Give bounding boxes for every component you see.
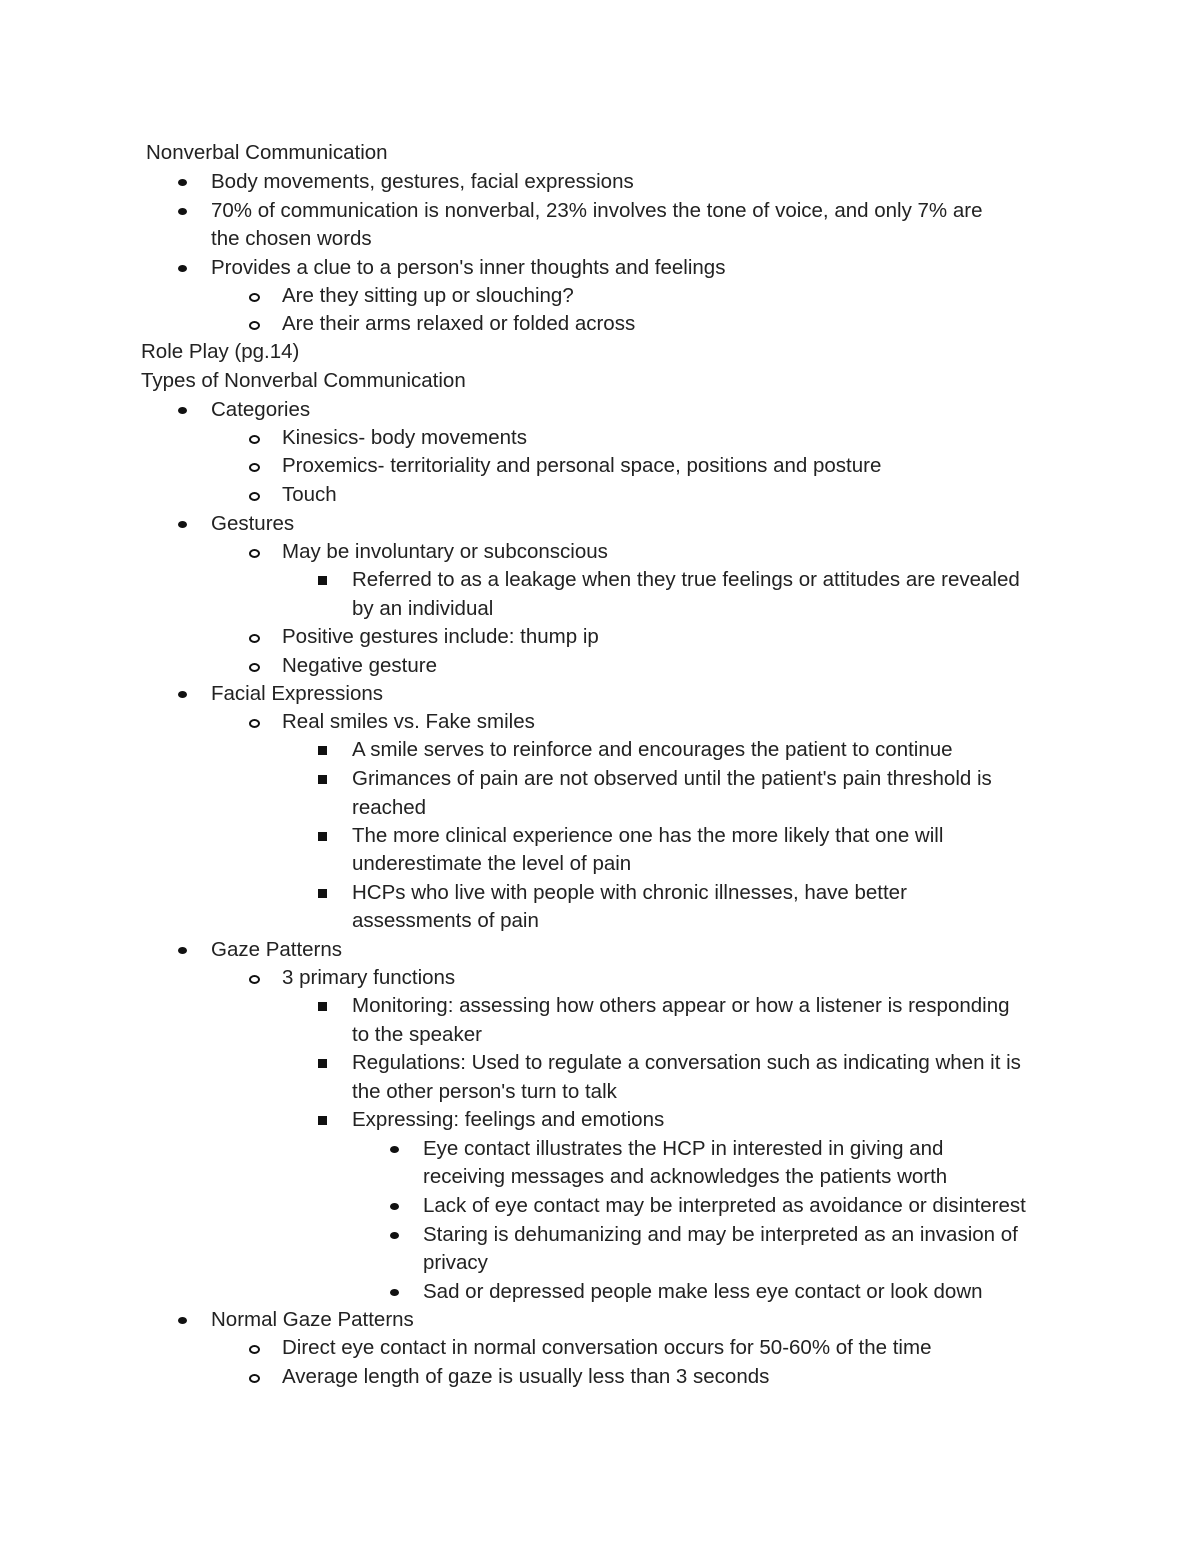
list-item: Average length of gaze is usually less than 3 seconds — [282, 1365, 770, 1388]
list-item: Negative gesture — [282, 654, 437, 677]
section-heading-types: Types of Nonverbal Communication — [141, 369, 466, 392]
circle-bullet-icon — [249, 719, 260, 728]
disc-bullet-icon — [178, 407, 187, 414]
list-item: Regulations: Used to regulate a conversation such as indicating when it is — [352, 1051, 1021, 1074]
section-heading-nonverbal-communication: Nonverbal Communication — [146, 141, 388, 164]
square-bullet-icon — [318, 576, 327, 585]
circle-bullet-icon — [249, 549, 260, 558]
circle-bullet-icon — [249, 975, 260, 984]
list-item: Real smiles vs. Fake smiles — [282, 710, 535, 733]
circle-bullet-icon — [249, 1374, 260, 1383]
list-item: A smile serves to reinforce and encourages the patient to continue — [352, 738, 953, 761]
list-item: Proxemics- territoriality and personal space, positions and posture — [282, 454, 882, 477]
list-item-continuation: underestimate the level of pain — [352, 852, 632, 875]
list-item: Gestures — [211, 512, 295, 535]
list-item: Are their arms relaxed or folded across — [282, 312, 636, 335]
list-item: Eye contact illustrates the HCP in interested in giving and — [423, 1137, 944, 1160]
list-item: HCPs who live with people with chronic illnesses, have better — [352, 881, 907, 904]
list-item: May be involuntary or subconscious — [282, 540, 608, 563]
list-item: Staring is dehumanizing and may be interpreted as an invasion of — [423, 1223, 1018, 1246]
list-item: Referred to as a leakage when they true feelings or attitudes are revealed — [352, 568, 1020, 591]
list-item: Body movements, gestures, facial expressions — [211, 170, 634, 193]
disc-bullet-icon — [178, 691, 187, 698]
list-item: Expressing: feelings and emotions — [352, 1108, 665, 1131]
list-item: Are they sitting up or slouching? — [282, 284, 574, 307]
list-item-continuation: privacy — [423, 1251, 488, 1274]
circle-bullet-icon — [249, 463, 260, 472]
list-item: Kinesics- body movements — [282, 426, 527, 449]
circle-bullet-icon — [249, 492, 260, 501]
list-item: Monitoring: assessing how others appear or how a listener is responding — [352, 994, 1010, 1017]
list-item-continuation: to the speaker — [352, 1023, 482, 1046]
square-bullet-icon — [318, 889, 327, 898]
list-item: Positive gestures include: thump ip — [282, 625, 599, 648]
list-item: The more clinical experience one has the more likely that one will — [352, 824, 944, 847]
list-item-continuation: the chosen words — [211, 227, 372, 250]
list-item: Touch — [282, 483, 337, 506]
list-item: Provides a clue to a person's inner thoughts and feelings — [211, 256, 726, 279]
list-item: Grimances of pain are not observed until the patient's pain threshold is — [352, 767, 992, 790]
section-heading-role-play: Role Play (pg.14) — [141, 340, 300, 363]
list-item-continuation: reached — [352, 796, 427, 819]
circle-bullet-icon — [249, 663, 260, 672]
disc-bullet-icon — [178, 208, 187, 215]
list-item: Normal Gaze Patterns — [211, 1308, 414, 1331]
disc-bullet-icon — [178, 265, 187, 272]
list-item: Facial Expressions — [211, 682, 384, 705]
disc-bullet-icon — [178, 1317, 187, 1324]
circle-bullet-icon — [249, 1345, 260, 1354]
disc-bullet-icon — [390, 1146, 399, 1153]
disc-bullet-icon — [178, 179, 187, 186]
list-item-continuation: assessments of pain — [352, 909, 539, 932]
square-bullet-icon — [318, 1002, 327, 1011]
disc-bullet-icon — [390, 1289, 399, 1296]
circle-bullet-icon — [249, 435, 260, 444]
disc-bullet-icon — [390, 1203, 399, 1210]
circle-bullet-icon — [249, 293, 260, 302]
circle-bullet-icon — [249, 321, 260, 330]
list-item: Lack of eye contact may be interpreted as avoidance or disinterest — [423, 1194, 1026, 1217]
square-bullet-icon — [318, 746, 327, 755]
list-item: Direct eye contact in normal conversation occurs for 50-60% of the time — [282, 1336, 932, 1359]
disc-bullet-icon — [178, 521, 187, 528]
square-bullet-icon — [318, 1059, 327, 1068]
square-bullet-icon — [318, 775, 327, 784]
list-item-continuation: receiving messages and acknowledges the patients worth — [423, 1165, 948, 1188]
list-item: 3 primary functions — [282, 966, 456, 989]
list-item: Sad or depressed people make less eye contact or look down — [423, 1280, 983, 1303]
circle-bullet-icon — [249, 634, 260, 643]
list-item: Categories — [211, 398, 311, 421]
list-item: Gaze Patterns — [211, 938, 343, 961]
disc-bullet-icon — [390, 1232, 399, 1239]
list-item-continuation: by an individual — [352, 597, 494, 620]
square-bullet-icon — [318, 832, 327, 841]
list-item: 70% of communication is nonverbal, 23% involves the tone of voice, and only 7% are — [211, 199, 983, 222]
list-item-continuation: the other person's turn to talk — [352, 1080, 617, 1103]
disc-bullet-icon — [178, 947, 187, 954]
square-bullet-icon — [318, 1116, 327, 1125]
